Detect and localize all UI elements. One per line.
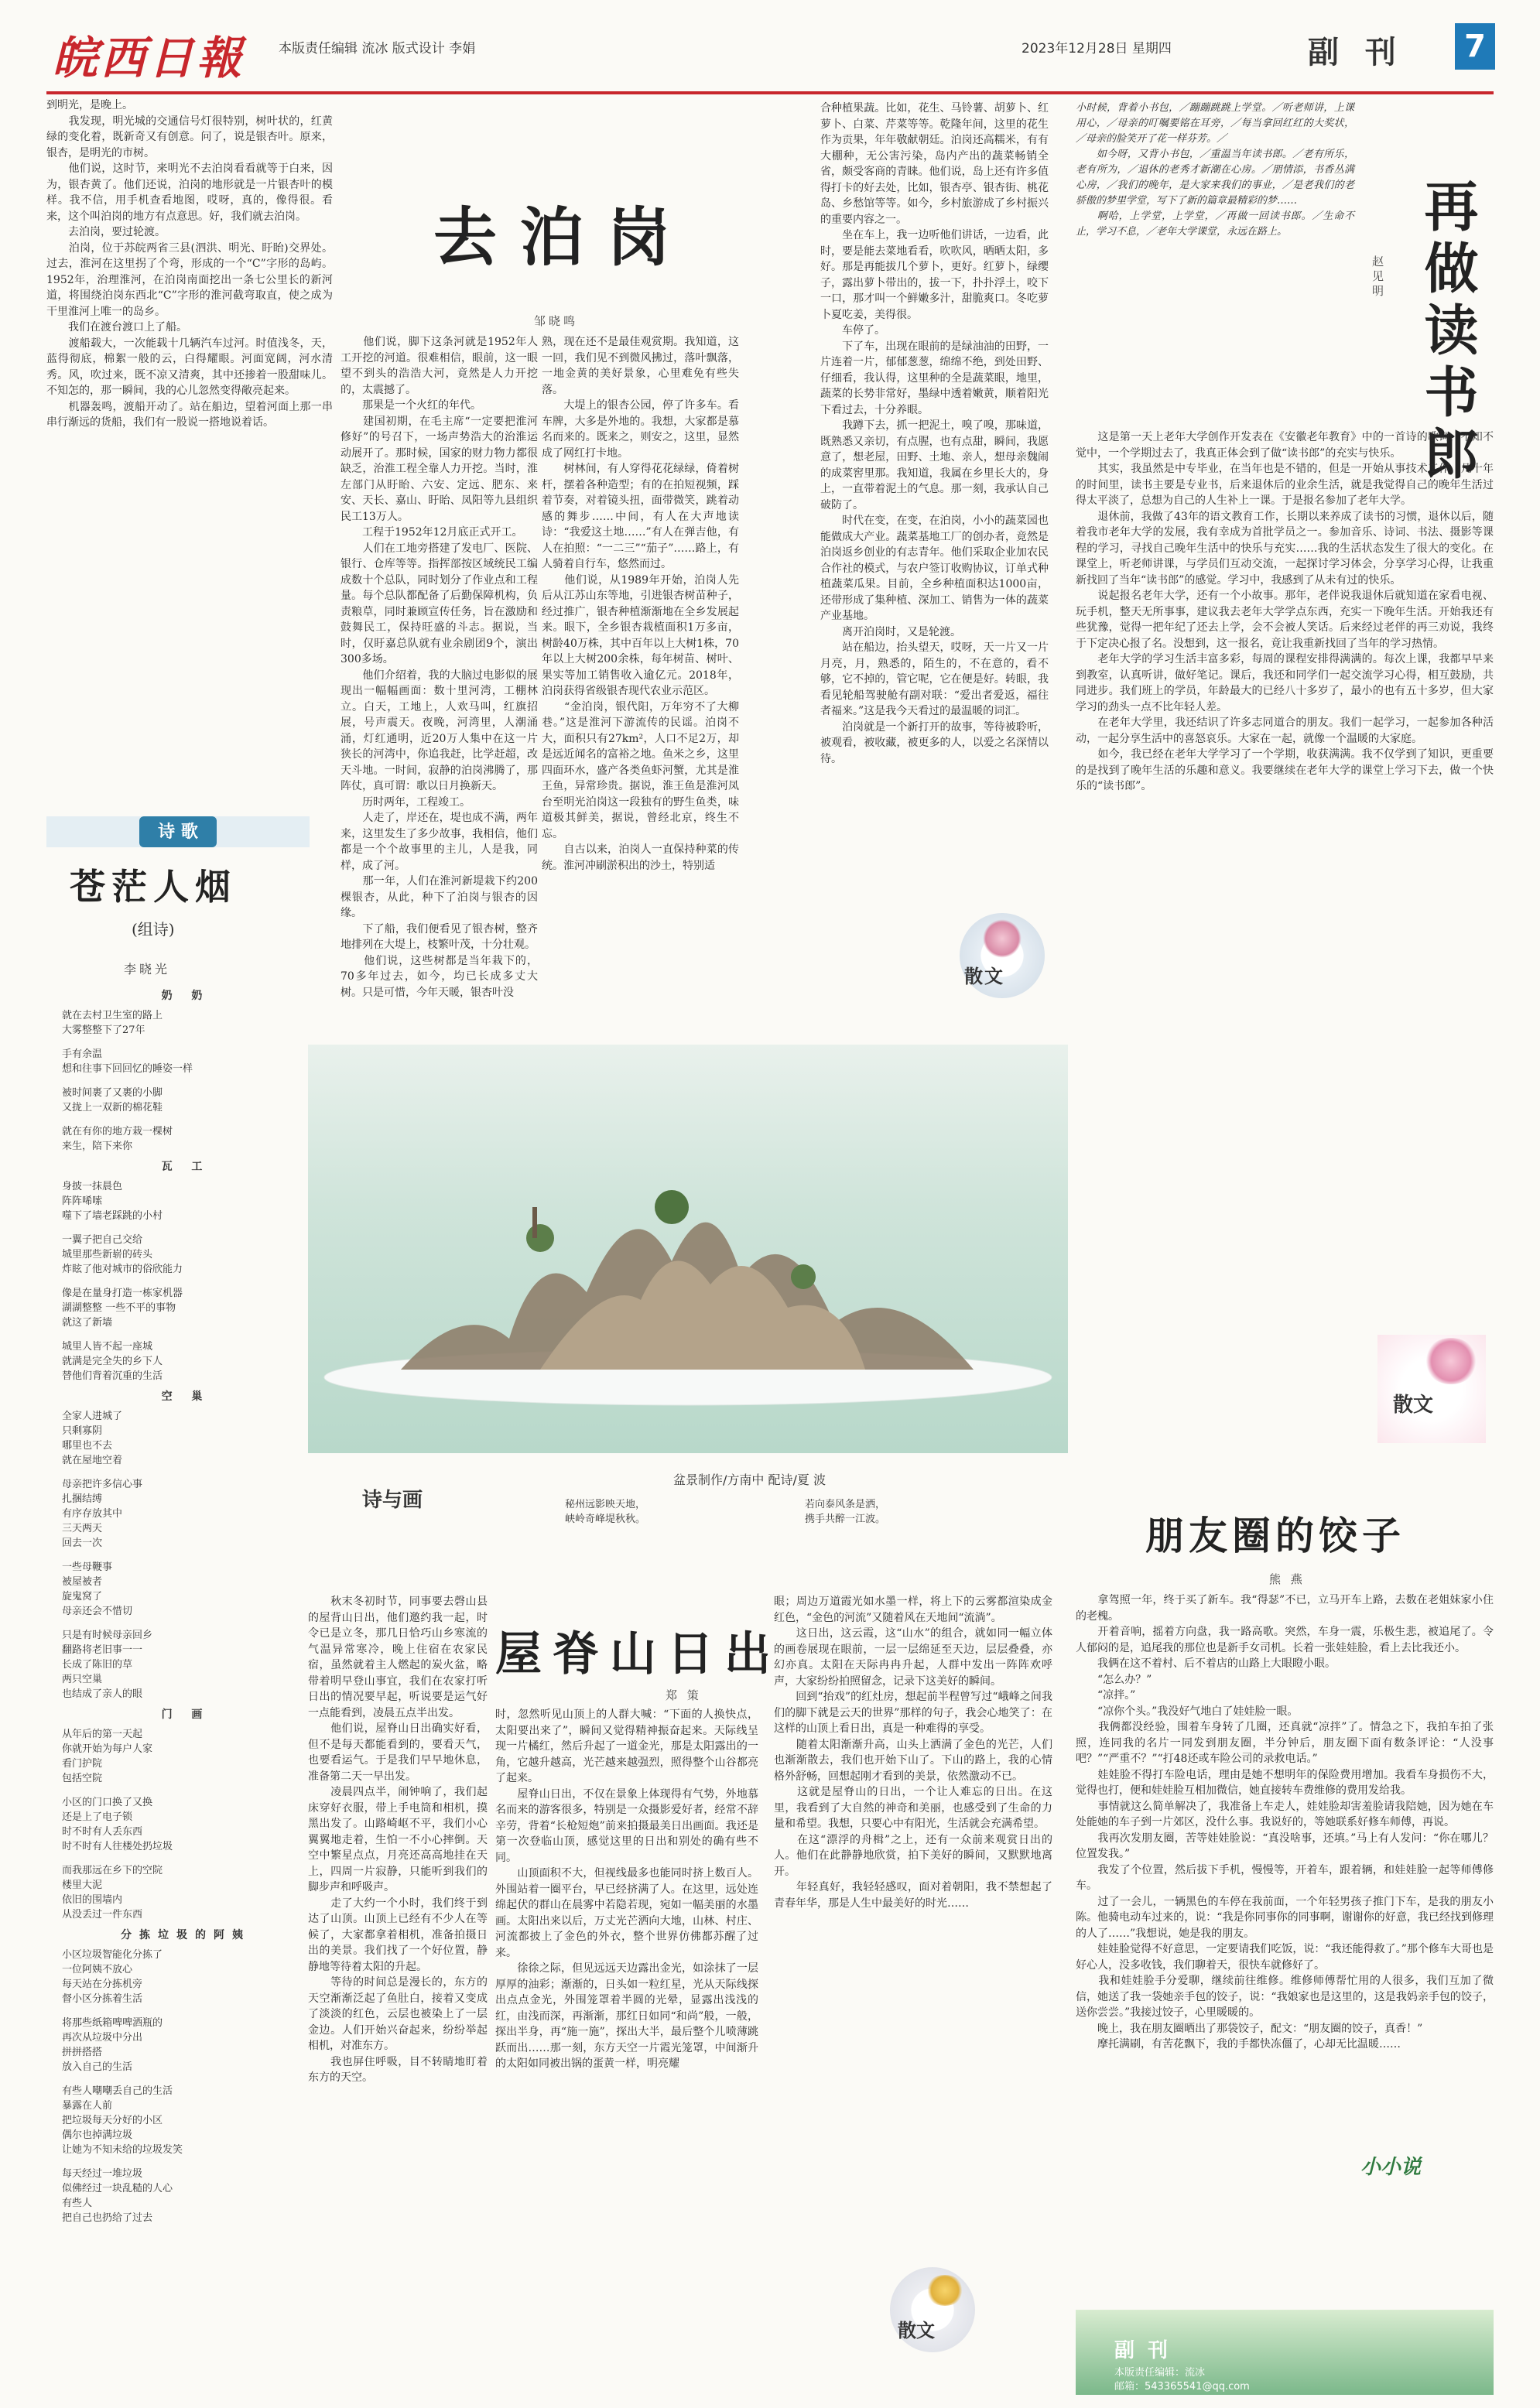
- poem-stanza-gap: [62, 1330, 310, 1339]
- essay-label-2: 散文: [1393, 1394, 1434, 1417]
- poem-line: 依旧的围墙内: [62, 1894, 123, 1906]
- section-name: 副 刊: [1308, 34, 1404, 70]
- poem-section-label: 诗 歌: [158, 822, 198, 842]
- masthead-rule: [46, 91, 1494, 94]
- poem-line: 一翼子把自己交给: [62, 1234, 143, 1246]
- main-article-col3: 合种植果蔬。比如，花生、马铃薯、胡萝卜、红萝卜、白菜、芹菜等等。乾隆年间，这里的花生作为贡果，年年敬献朝廷。泊岗还高糯米，有有大棚种，无公害污染，岛内产出的蔬菜畅销全省，颇受客商的青睐。他们说，岛上还有许多值得打卡的好去处，比如，银杏亭、银杏街、桃花岛、乡愁馆等等。如今，乡村旅游成了乡村振兴的重要内容之一。 坐在车上，我一边听他们讲话，一边看，此时，要是能去菜地看看，吹吹风，晒晒太阳，多好。那是再能拔几个萝卜，更好。红萝卜，绿缨子，露出萝卜带出的，拔一下，扑扑浮土，咬下一口，那才叫一个鲜嫩多汁，甜脆爽口。冬吃萝卜夏吃姜，美得很。 车停了。 下了车，出现在眼前的是绿油油的田野，一片连着一片，郁郁葱葱，绵绵不绝，到处田野、仔细看，我认得，这里种的全是蔬菜眼，地里，蔬菜的长势非常好，墨绿中透着嫩黄，顺着阳光下看过去，十分养眼。 我蹲下去，抓一把泥土，嗅了嗅，那味道，既熟悉又亲切，有点腥，也有点甜，瞬间，我愿意了，想老屋，田野、土地、亲人，想母亲魏闹的成菜窖里那。我知道，我属在乡里长大的，身上，一直带着泥土的气息。那一刻，我承认自己破防了。 时代在变，在变，在泊岗，小小的蔬菜园也能做成大产业。蔬菜基地工厂的创办者，竟然是泊岗返乡创业的有志青年。他们采取企业加农民合作社的模式，与农户签订收购协议，订单式种植蔬菜瓜果。目前，全乡种植面积达1000亩，还带形成了集种植、深加工、销售为一体的蔬菜产业基地。 离开泊岗时，又是轮渡。 站在船边，抬头望天，哎呀，天一片又一片月亮，月，熟悉的，陌生的，不在意的，看不够，它不掉的，管它呢，它在便是好。转眼，我看见轮船驾驶舱有副对联：“爱出者爱返，福往者福来。”这是我今天看过的最温暖的词汇。 泊岗就是一个新打开的故事，等待被聆听，被观看，被收藏，被更多的人，以爱之名深情以待。: [820, 102, 1049, 765]
- poem-line: 拼拼搭搭: [62, 2047, 103, 2058]
- poem-stanza-gap: [62, 1076, 310, 1086]
- editors-credit: 本版责任编辑 流冰 版式设计 李娟: [279, 41, 476, 56]
- flower-decoration-icon: [983, 919, 1022, 958]
- promo-email: 邮箱：543365541@qq.com: [1114, 2381, 1250, 2393]
- poem-line: 时不时有人丢东西: [62, 1826, 143, 1838]
- poem-line: 又拢上一双新的棉花鞋: [62, 1102, 163, 1113]
- bonsai-caption: 盆景制作/方南中 配诗/夏 波: [673, 1473, 826, 1487]
- poem-line: 让她为不知未给的垃圾发笑: [62, 2144, 183, 2156]
- poem-line: 有些人嘲嘲丢自己的生活: [62, 2085, 173, 2097]
- poem-line: 似佛经过一块乱糙的人心: [62, 2183, 173, 2194]
- poem-line: 就在屋地空着: [62, 1455, 123, 1466]
- poem-line: 偶尔也掉满垃圾: [62, 2129, 133, 2141]
- painting-poem-right: 若向泰风条是洒， 携手共醉一江波。: [805, 1499, 886, 1525]
- story-badge: [1354, 2136, 1455, 2190]
- poem-line: 炸眩了他对城市的俗欣能力: [62, 1264, 183, 1275]
- poem-line: 你就开始为每户人家: [62, 1743, 153, 1755]
- poem-stanza-gap: [62, 1038, 310, 1047]
- poem-line: 从没丢过一件东西: [62, 1909, 143, 1921]
- issue-date: 2023年12月28日 星期四: [1022, 41, 1172, 56]
- poem-subtitle: (组诗): [132, 920, 175, 939]
- poem-line: 翻路将老旧事一一: [62, 1644, 143, 1656]
- essay-badge-2: [1377, 1335, 1486, 1443]
- article-lead-column: 到明光，是晚上。 我发现，明光城的交通信号灯很特别，树叶状的，红黄绿的变化着，既新奇又有创意。问了，说是银杏叶。原来，银杏，是明光的市树。 他们说，这时节，来明光不去泊岗看看就等于白来，因为，银杏黄了。他们还说，泊岗的地形就是一片银杏叶的模样。我不信，用手机查看地图，哎呀，真的，像得很。看来，这个叫泊岗的地方有点意思。好，我们就去泊岗。 去泊岗，要过轮渡。 泊岗，位于苏皖两省三县(泗洪、明光、盱眙)交界处。过去，淮河在这里拐了个弯，形成的一个“C”字形的岛屿。1952年，治理淮河，在泊岗南面挖出一条七公里长的新河道，将围绕泊岗东西北“C”字形的淮河截弯取直，使之成为干里淮河上唯一的岛乡。 我们在渡台渡口上了船。 渡船载大，一次能载十几辆汽车过河。时值浅冬，天，蓝得彻底，棉絮一般的云，白得耀眼。河面宽阔，河水清秀。风，吹过来，既不凉又清爽，其中还掺着一股甜味儿。不知怎的，那一瞬间，我的心儿忽然变得敞亮起来。 机器轰鸣，渡船开动了。站在船边，望着河面上那一串串行渐远的货船，我们有一股说一搭地说着话。: [46, 99, 333, 429]
- essay-badge-1: [960, 913, 1045, 998]
- poem-line: 从年后的第一天起: [62, 1729, 143, 1740]
- poem-line: 湖湖整整 一些不平的事物: [62, 1302, 176, 1314]
- poem-line: 就在去村卫生室的路上: [62, 1010, 163, 1021]
- newspaper-logo: 皖西日報: [53, 32, 245, 84]
- poem-line: 噬下了墙老踩跳的小村: [62, 1210, 163, 1222]
- story-label: 小小说: [1360, 2156, 1422, 2179]
- poem-section-heading: 分拣垃圾的阿姨: [121, 1929, 251, 1941]
- poem-line: 把垃圾每天分好的小区: [62, 2115, 163, 2126]
- poem-line: 看门护院: [62, 1758, 103, 1770]
- poem-line: 而我那远在乡下的空院: [62, 1865, 163, 1876]
- poem-line: 被时间裹了又裹的小脚: [62, 1087, 163, 1099]
- poem-stanza-gap: [62, 1619, 310, 1628]
- main-article-col1: 他们说，脚下这条河就是1952年人工开挖的河道。很难相信，眼前，这一眼望不到头的浩浩大河，竟然是人力开挖的，太震撼了。 那果是一个火红的年代。 建国初期，在毛主席“一定要把淮河修好”的号召下，一场声势浩大的治淮运动展开了。那时候，国家的财力物力都很缺乏，治淮工程全靠人力开挖。当时，淮左部门从盱眙、六安、定远、肥东、来安、天长、嘉山、盱眙、凤阳等九县组织民工13万人。 工程于1952年12月底正式开工。 人们在工地旁搭建了发电厂、医院、银行、仓库等等。指挥部按区域统民工编成数十个总队，同时划分了作业点和工程量。每个总队都配备了后勤保障机构，负责粮草，同时兼顾宣传任务，旨在激励和鼓舞民工，保持旺盛的斗志。据说，当时，仅盱嘉总队就有业余剧团9个，演出300多场。 他们介绍着，我的大脑过电影似的展现出一幅幅画面：数十里河湾，工棚林立。白天，工地上，人欢马叫，红旗招展，号声震天。夜晚，河湾里，人潮涌涌，灯红通明，近20万人集中在这一片狭长的河湾中，你追我赶，比学赶超，改天斗地。一时间，寂静的泊岗沸腾了，那阵仗，真可谓：歌以日月换新天。 历时两年，工程竣工。 人走了，岸还在，堤也成不满，两年来，这里发生了多少故事，我相信，他们都是一个个故事里的主儿，人是我，同样，成了河。 那一年，人们在淮河新堤栽下约200棵银杏，从此，种下了泊岗与银杏的因缘。 下了船，我们便看见了银杏树，整齐地排列在大堤上，枝繁叶茂，十分壮观。 他们说，这些树都是当年栽下的，70多年过去，如今，均已长成多丈大树。只是可惜，今年天暖，银杏叶没: [341, 336, 538, 999]
- poem-stanza-gap: [62, 2006, 310, 2016]
- poem-line: 替他们背着沉重的生活: [62, 1370, 163, 1382]
- poem-line: 只是有时候母亲回乡: [62, 1630, 153, 1641]
- reread-author: 赵见明: [1371, 255, 1384, 299]
- poem-line: 放入自己的生活: [62, 2061, 133, 2073]
- poem-line: 小区的门口换了又换: [62, 1797, 153, 1808]
- poem-line: 来生，陪下来你: [62, 1141, 133, 1152]
- wuji-col2: 时，忽然听见山顶上的人群大喊：“下面的人换快点，太阳要出来了”，瞬间又觉得精神振奋起来。天际线呈现一片橘红，然后升起了一道金光，那是太阳露出的一角，它越升越高，光芒越来越强烈，照得整个山谷都亮了起来。 屋脊山日出，不仅在景象上体现得有气势，外地慕名而来的游客很多，特别是一众摄影爱好者，经常不辞辛劳，背着“长枪短炮”前来拍摄最美日出画面。我还是第一次登临山顶，感觉这里的日出和别处的确有些不同。 山顶面积不大，但视线最多也能同时挤上数百人。外围站着一圈平台，早已经挤满了人。在这里，远处连绵起伏的群山在晨雾中若隐若现，宛如一幅美丽的水墨画。太阳出来以后，万丈光芒洒向大地，山林、村庄、河流都披上了金色的外衣，整个世界仿佛都苏醒了过来。 徐徐之际，但见远远天边露出金光，如涂抹了一层厚厚的油彩；渐渐的，日头如一粒红星，光从天际线探出点点金光，外围笼罩着半圆的光晕，显露出浅浅的红，由浅而深，再渐渐，那红日如同“和尚”般，一般，探出半身，再“施一施”，探出大半，最后整个儿喷薄跳跃而出……那一刻，东方天空一片霞光笼罩，中间渐升的太阳如同被出锅的蛋黄一样，明亮耀: [495, 1709, 758, 2070]
- poem-line: 就满是完全失的乡下人: [62, 1356, 163, 1367]
- poem-line: 全家人进城了: [62, 1411, 123, 1422]
- poem-line: 督小区分拣着生活: [62, 1993, 143, 2005]
- wuji-title: 屋脊山日出: [495, 1627, 782, 1681]
- promo-editor: 本版责任编辑：流冰: [1114, 2367, 1206, 2379]
- poem-line: 阵阵唏嗦: [62, 1195, 103, 1207]
- poem-line: 三天两天: [62, 1523, 103, 1534]
- poem-line: 有序存放其中: [62, 1508, 123, 1520]
- poem-stanza-gap: [62, 2157, 310, 2167]
- poem-line: 两只空巢: [62, 1674, 103, 1685]
- poem-section-header: [46, 816, 310, 847]
- friends-author: 熊 燕: [1269, 1572, 1306, 1586]
- poem-line: 长成了陈旧的草: [62, 1659, 133, 1671]
- poem-line: 一些母鞭事: [62, 1561, 113, 1573]
- poem-line: 母亲把许多信心事: [62, 1479, 143, 1490]
- poem-line: 身披一抹晨色: [62, 1181, 123, 1192]
- page-number-badge: [1455, 23, 1495, 70]
- wuji-col3: 眼；周边万道霞光如水墨一样，将上下的云雾都渲染成金红色，“金色的河流”又随着风在天地间“流淌”。 这日出，这云霞，这“山水”的组合，就如同一幅立体的画卷展现在眼前，一层一层绵延至天边，层层叠叠，亦幻亦真。太阳在天际冉冉升起，人群中发出一阵阵欢呼声，大家纷纷拍照留念，记录下这美好的瞬间。 回到“抬戏”的红灶房，想起前半程曾写过“峨峰之间我们的脚下就是云天的世界”那样的句子，我会心地笑了：在这样的山顶上看日出，真是一种难得的享受。 随着太阳渐渐升高，山头上洒满了金色的光芒，人们也渐渐散去，我们也开始下山了。下山的路上，我的心情格外舒畅，回想起刚才看到的美景，依然激动不已。 这就是屋脊山的日出，一个让人难忘的日出。在这里，我看到了大自然的神奇和美丽，也感受到了生命的力量和希望。我想，只要心中有阳光，生活就会充满希望。 在这“漂浮的舟楫”之上，还有一众前来观赏日出的人。他们在此静静地欣赏，拍下美好的瞬间，又默默地离开。 年轻真好，我轻轻感叹，面对着朝阳，我不禁想起了青春年华，那是人生中最美好的时光……: [774, 1596, 1052, 1910]
- poem-line: 每天站在分拣机旁: [62, 1979, 143, 1990]
- poem-line: 城里人皆不起一座城: [62, 1341, 153, 1353]
- poem-line: 将那些纸箱啤啤酒瓶的: [62, 2017, 163, 2029]
- poem-stanza-gap: [62, 1551, 310, 1560]
- poem-section-heading: 奶 奶: [161, 990, 210, 1002]
- poem-badge: [139, 816, 217, 847]
- poem-line: 把自己也扔给了过去: [62, 2212, 153, 2224]
- poem-line: 暴露在人前: [62, 2100, 113, 2112]
- wuji-author: 郑 策: [666, 1688, 702, 1702]
- orchid-decoration-icon: [926, 2275, 964, 2306]
- poem-line: 像是在量身打造一栋家机器: [62, 1288, 183, 1299]
- main-article-author: 邹晓鸣: [534, 314, 579, 328]
- poem-line: 一位阿姨不放心: [62, 1964, 133, 1975]
- poem-line: 时不时有人往楼处扔垃圾: [62, 1841, 173, 1852]
- wuji-col1: 秋末冬初时节，同事要去磬山县的屋背山日出，他们邀约我一起，时令已是立冬，那几日恰巧山乡寒流的气温异常寒冷，晚上住宿在农家民宿，虽然就着主人燃起的炭火盆，略带着明早登山事宜，我们在农家打听日出的情况要早起，听说要是运气好一点能看到，凌晨五点半出发。 他们说，屋脊山日出确实好看，但不是每天都能看到的，要看天气，也要看运气。于是我们早早地休息，准备第二天一早出发。 凌晨四点半，闹钟响了，我们起床穿好衣服，带上手电筒和相机，摸黑出发了。山路崎岖不平，我们小心翼翼地走着，生怕一不小心摔倒。天空中繁星点点，月亮还高高地挂在天上，四周一片寂静，只能听到我们的脚步声和呼吸声。 走了大约一个小时，我们终于到达了山顶。山顶上已经有不少人在等候了，大家都拿着相机，准备拍摄日出的美景。我们找了一个好位置，静静地等待着太阳的升起。 等待的时间总是漫长的，东方的天空渐渐泛起了鱼肚白，接着又变成了淡淡的红色，云层也被染上了一层金边。人们开始兴奋起来，纷纷举起相机，对准东方。 我也屏住呼吸，目不转睛地盯着东方的天空。: [308, 1596, 488, 2084]
- poem-line: 被屋被者: [62, 1576, 103, 1588]
- essay-label: 散文: [964, 965, 1004, 987]
- poetry-painting-label: [308, 1470, 463, 1524]
- poem-line: 城里那些新崭的砖头: [62, 1249, 153, 1260]
- poem-line: 扎捆结缚: [62, 1493, 103, 1505]
- main-article-title: 去泊岗: [433, 200, 694, 275]
- reread-intro-poem: [1076, 101, 1354, 426]
- reread-intro-poem-text: 小时候，背着小书包，／蹦蹦跳跳上学堂。／听老师讲，上课用心，／母亲的叮嘱要铭在耳旁，／每当拿回红红的大奖状，／母亲的脸笑开了花一样芬芳。／ 如今呀，又背小书包，／重温当年读书郎。／老有所乐，老有所为，／退休的老秀才新潮在心房。／朋情添，书香丛满心房，／我们的晚年，是大家来我们的事业，／是老我们的老骄傲的梦里学堂，写下了新的篇章最精彩的梦…… 啊哈，上学堂，上学堂，／再做一回读书郎。／生命不止，学习不息，／老年大学课堂，永远在路上。: [1076, 102, 1354, 238]
- flower-branch-icon: [1424, 1338, 1478, 1384]
- poem-line: 母亲还会不惜切: [62, 1606, 133, 1617]
- poem-title: 苍茫人烟: [70, 866, 237, 908]
- poem-line: 旋鬼窝了: [62, 1591, 103, 1602]
- poem-stanza-gap: [62, 1786, 310, 1795]
- promo-label: 副 刊: [1114, 2339, 1172, 2362]
- section-promo: [1076, 2310, 1494, 2395]
- poem-line: 楼里大泥: [62, 1880, 103, 1891]
- page-number: 7: [1464, 29, 1486, 64]
- poem-line: 想和往事下回回忆的睡姿一样: [62, 1063, 193, 1075]
- poem-line: 手有余温: [62, 1048, 103, 1060]
- reread-body: 这是第一天上老年大学创作开发表在《安徽老年教育》中的一首诗的歌词，不知不觉中，一个学期过去了，我真正体会到了做“读书郎”的充实与快乐。 其实，我虽然是中专毕业，在当年也是不错的，但是一开始从事技术工作，几十年的时间里，读书主要是专业书，后来退休后的业余生活，就是我觉得自己的晚年生活过得太平淡了，总想为自己的人生补上一课。于是报名参加了老年大学。 退休前，我做了43年的语文教育工作，长期以来养成了读书的习惯，退休以后，随着我市老年大学的发展，我有幸成为首批学员之一。参加音乐、诗词、书法、摄影等课程的学习，寻找自己晚年生活中的快乐与充实……我的生活状态发生了很大的变化。在课堂上，听老师讲课，与学员们互动交流，一起探讨学习体会，分享学习心得，让我重新找回了当年“读书郎”的感觉。学习中，我感到了从未有过的快乐。 说起报名老年大学，还有一个小故事。那年，老伴说我退休后就知道在家看电视、玩手机，整天无所事事，建议我去老年大学学点东西，充实一下晚年生活。开始我还有些犹豫，觉得一把年纪了还去上学，会不会被人笑话。后来经过老伴的再三劝说，我终于下定决心报了名。没想到，这一报名，竟让我重新找回了当年的学习热情。 老年大学的学习生活丰富多彩，每周的课程安排得满满的。每次上课，我都早早来到教室，认真听讲，做好笔记。课后，我还和同学们一起交流学习心得，相互鼓励，共同进步。我们班上的学员，年龄最大的已经八十多岁了，最小的也有五十多岁，但大家学习的劲头一点不比年轻人差。 在老年大学里，我还结识了许多志同道合的朋友。我们一起学习，一起参加各种活动，一起分享生活中的喜怒哀乐。大家在一起，就像一个温暖的大家庭。 如今，我已经在老年大学学习了一个学期，收获满满。我不仅学到了知识，更重要的是找到了晚年生活的乐趣和意义。我要继续在老年大学的课堂上学习下去，做一个快乐的“读书郎”。: [1076, 431, 1494, 792]
- poem-author: 李晓光: [124, 962, 171, 977]
- poem-line: 回去一次: [62, 1537, 103, 1549]
- poem-stanza-gap: [62, 1468, 310, 1477]
- masthead: [0, 0, 1540, 93]
- essay-badge-3: [890, 2267, 975, 2352]
- essay-label-3: 散文: [898, 2319, 935, 2341]
- poem-line: 每天经过一堆垃圾: [62, 2168, 143, 2180]
- friends-body: 拿驾照一年，终于买了新车。我“得瑟”不已，立马开车上路，去数在老姐妹家小住的老槐。 开着音响，摇着方向盘，我一路高歌。突然，车身一震，乐极生悲，被追尾了。令人郁闷的是，追尾我的那位也是新手女司机。长着一张娃娃脸，看上去比我还小。 我俩在这不着村、后不着店的山路上大眼瞪小眼。 “怎么办？” “凉拌。” “凉你个头。”我没好气地白了娃娃脸一眼。 我俩都没经验，围着车身转了几圈，还真就“凉拌”了。情急之下，我拍车拍了张照，连同我的名片一同发到朋友圈，半分钟后，朋友圈下面有数条评论：“人没事吧？”“严重不？”“打48还或车险公司的录救电话。” 娃娃脸不得打车险电话，理由是她不想明年的保险费用增加。我看车身损伤不大，觉得也打，便和娃娃脸互相加微信，她直接转车费维修的费用发给我。 事情就这么简单解决了，我准备上车走人，娃娃脸却害羞脸请我陪她，因为她在车处能她的车子到一片郊区，没什么事。我说好的，等她联系好修车师傅，再说。 我再次发朋友圈，苦等娃娃脸说：“真没啥事，还填。”马上有人发问：“你在哪儿？位置发我。” 我发了个位置，然后拔下手机，慢慢等，开着车，跟着辆，和娃娃脸一起等师傅修车。 过了一会儿，一辆黑色的车停在我前面，一个年轻男孩子推门下车，是我的朋友小陈。他骑电动车过来的，说：“我是你同事你的同事啊，谢谢你的好意，我已经找到修理的人了……”我想说，她是我的朋友。 娃娃脸觉得不好意思，一定要请我们吃饭，说：“我还能得救了。”那个修车大哥也是好心人，没多收钱，我们聊着天，很快车就修好了。 我和娃娃脸手分爱聊，继续前往维修。维修师傅帮忙用的人很多，我们互加了微信，她送了我一袋她亲手包的饺子，说：“我娘家也是这里的，这是我妈亲手包的饺子，送你尝尝。”我接过饺子，心里暖暖的。 晚上，我在朋友圈晒出了那袋饺子，配文：“朋友圈的饺子，真香！” 摩托满刷，有苦花飘下，我的手都快冻僵了，心却无比温暖……: [1076, 1594, 1494, 2051]
- poem-line: 也结成了亲人的眼: [62, 1688, 143, 1700]
- painting-poem-left: 秘州远影映天地， 峡岭奇峰堤秋秋。: [565, 1499, 646, 1525]
- main-article-col2: 熟，现在还不是最佳观赏期。我知道，这一回，我们见不到微风拂过，落叶飘落，一地金黄的美好景象，心里难免有些失落。 大堤上的银杏公园，停了许多车。看车牌，大多是外地的。我想，大家都是慕名而来的。既来之，则安之，这里，显然成了网红打卡地。 树林间，有人穿得花花绿绿，倚着树杆，摆着各种造型；有的在拍短视频，踩着节奏，对着镜头扭，面带微笑，跳着动感的舞步……中间，有人在大声地读诗：“我爱这土地……”有人在弹吉他，有人在拍照：“一二三”“茄子”……路上，有人骑着自行车，悠然而过。 他们说，从1989年开始，泊岗人先后从江苏山东等地，引进银杏树苗种子，经过推广，银杏种植渐渐地在全乡发展起来。眼下，全乡银杏栽植面积1万多亩，树龄40万株，其中百年以上大树1株，70年以上大树200余株，每年树苗、树叶、果实等加工销售收入逾亿元。2018年，泊岗获得省级银杏现代农业示范区。 “金泊岗，银代阳，万年穷不了大柳巷。”这是淮河下游流传的民谣。泊岗不大，面积只有27km²，人口不足2万，却是远近闻名的富裕之地。鱼米之乡，这里四面环水，盛产各类鱼虾河蟹，尤其是淮王鱼，异常珍贵。据说，淮王鱼是淮河凤台至明光泊岗这一段独有的野生鱼类，味道极其鲜美，据说，曾经北京，终生不忘。 自古以来，泊岗人一直保持种菜的传统。淮河冲刷淤积出的沙土，特别适: [542, 336, 739, 872]
- reread-title: 再做读书郎: [1415, 178, 1480, 487]
- poem-line: 就这了新墙: [62, 1317, 113, 1329]
- poem-line: 小区垃圾智能化分拣了: [62, 1949, 163, 1961]
- poem-section-heading: 瓦 工: [161, 1161, 210, 1173]
- poem-line: 哪里也不去: [62, 1440, 113, 1452]
- poem-stanza-gap: [62, 1854, 310, 1863]
- poem-section-heading: 门 画: [161, 1709, 210, 1721]
- poem-stanza-gap: [62, 1223, 310, 1233]
- poetry-painting-text: 诗与画: [362, 1489, 423, 1512]
- poem-line: 包括空院: [62, 1773, 103, 1784]
- bonsai-photo: [308, 1045, 1068, 1453]
- poem-line: 只剩寡阴: [62, 1425, 103, 1437]
- poem-line: 大雾整整下了27年: [62, 1024, 145, 1036]
- poem-line: 还是上了电子锁: [62, 1811, 133, 1823]
- poem-line: 就在有你的地方栽一棵树: [62, 1126, 173, 1137]
- poem-stanza-gap: [62, 1115, 310, 1124]
- poem-stanza-gap: [62, 1277, 310, 1286]
- poem-body: [62, 983, 310, 2391]
- poem-line: 再次从垃圾中分出: [62, 2032, 143, 2044]
- poem-line: 有些人: [62, 2198, 93, 2209]
- poem-section-heading: 空 巢: [161, 1390, 210, 1403]
- bonsai-illustration: [308, 1045, 1068, 1453]
- friends-title: 朋友圈的饺子: [1145, 1513, 1405, 1558]
- poem-stanza-gap: [62, 2075, 310, 2084]
